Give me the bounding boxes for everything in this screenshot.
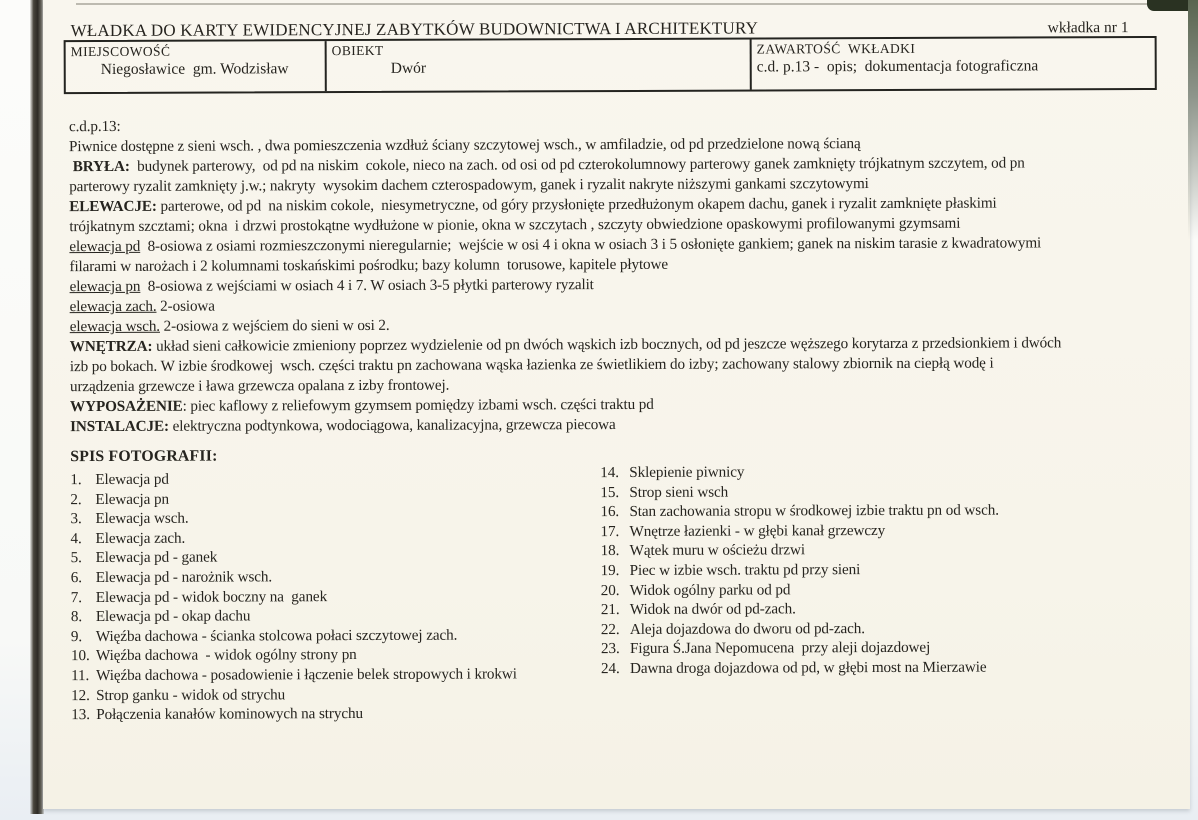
photo-item-label: Elewacja pn (95, 490, 169, 508)
body-segment: 2-osiowa z wejściem do sieni w osi 2. (159, 316, 390, 335)
body-segment: elewacja pn (69, 277, 141, 296)
photo-item-number: 16. (600, 503, 620, 521)
body-segment: : piec kaflowy z reliefowym gzymsem pomiędzy izbami wsch. części traktu pd (182, 395, 654, 415)
photo-list-item (71, 586, 517, 607)
photo-list-item (601, 540, 1000, 561)
body-segment: filarami w narożach i 2 kolumnami toskańskimi pośrodku; bazy kolumn torusowe, kapitele płytowe (69, 255, 669, 276)
body-line (70, 413, 1061, 437)
photo-list-item (71, 625, 517, 646)
photo-item-label: Elewacja pd - ganek (95, 548, 218, 567)
photo-list-item (600, 501, 999, 522)
photo-item-number: 3. (70, 510, 82, 528)
photo-list-item (71, 606, 517, 627)
body-segment: trójkatnym szcztami; okna i drzwi prostokątne wydłużone w pionie, okna w szczytach , szczyty obwiedzione opaskowymi profilowanymi gzymsami (69, 214, 961, 236)
photo-list-item (600, 481, 999, 502)
body-segment: WYPOSAŻENIE (69, 397, 183, 416)
photo-item-label: Elewacja pd (95, 470, 169, 489)
photo-item-label: Elewacja pd - widok boczny na ganek (95, 587, 328, 606)
photo-item-number: 13. (71, 706, 90, 724)
photo-list-item (601, 638, 1000, 659)
photo-item-label: Więźba dachowa - posadowienie i łączenie belek stropowych i krokwi (96, 665, 517, 684)
body-segment: układ sieni całkowicie zmieniony poprzez wydzielenie od pn dwóch wąskich izb bocznych, od pd jeszcze węższego korytarza z przedsionkiem i dwóch (152, 334, 1062, 355)
body-segment: elewacja wsch. (69, 317, 160, 336)
photo-item-label: Wątek muru w ościeżu drzwi (629, 541, 805, 560)
body-line (70, 353, 1061, 377)
photo-item-label: Połączenia kanałów kominowych na strychu (96, 705, 364, 724)
photo-list-item (601, 599, 1000, 620)
body-line (69, 153, 1060, 177)
photo-list-item (71, 664, 517, 685)
photo-item-label: Więźba dachowa - ścianka stolcowa połaci szczytowej zach. (95, 626, 458, 645)
header-cell-miejscowosc (66, 41, 325, 92)
body-segment: elektryczna podtynkowa, wodociągowa, kanalizacyjna, grzewcza piecowa (168, 416, 616, 435)
photo-item-number: 2. (70, 490, 82, 508)
photo-list-item (71, 566, 517, 587)
photo-item-number: 1. (70, 471, 82, 489)
cell-label: ZAWARTOŚĆ WKŁADKI (756, 40, 916, 57)
body-segment: parterowe, od pd na niskim cokole, niesymetryczne, od góry przysłonięte przedłużonym okapem dachu, ganek i ryzalit zamknięte płaskimi (156, 194, 997, 215)
photo-item-number: 7. (70, 588, 82, 606)
photo-item-label: Wnętrze łazienki - w głębi kanał grzewczy (629, 521, 886, 540)
photo-item-label: Dawna droga dojazdowa od pd, w głębi most na Mierzawie (630, 658, 987, 677)
body-segment: 2-osiowa (156, 297, 215, 315)
body-segment: elewacja pd (69, 237, 141, 256)
photo-item-number: 6. (70, 569, 82, 587)
photo-item-label: Piec w izbie wsch. traktu pd przy sieni (629, 561, 861, 579)
body-segment: urządzenia grzewcze i ława grzewcza opalana z izby frontowej. (69, 376, 450, 396)
body-segment: Piwnice dostępne z sieni wsch. , dwa pomieszczenia wzdłuż ściany szczytowej wsch., w amfiladzie, od pd przedzielone nową ścianą (68, 135, 861, 156)
photo-item-number: 22. (600, 620, 620, 638)
cell-value: c.d. p.13 - opis; dokumentacja fotograficzna (756, 57, 1039, 76)
photo-item-label: Widok ogólny parku od pd (629, 580, 791, 599)
cell-value: Niegosławice gm. Wodzisław (100, 60, 289, 78)
header-cell-obiekt (325, 40, 750, 92)
photo-item-label: Widok na dwór od pd-zach. (629, 600, 796, 619)
photo-item-number: 20. (600, 581, 620, 599)
photo-list-left-column (70, 468, 517, 724)
body-line (69, 233, 1060, 257)
body-segment: c.d.p.13: (68, 117, 121, 136)
photo-item-number: 18. (600, 542, 620, 560)
document-title: WŁADKA DO KARTY EWIDENCYJNEJ ZABYTKÓW BUDOWNICTWA I ARCHITEKTURY (70, 18, 759, 41)
photo-item-label: Aleja dojazdowa do dworu od pd-zach. (629, 619, 866, 638)
photo-item-number: 12. (71, 686, 90, 704)
photo-list-item (71, 645, 517, 666)
body-text (69, 113, 1062, 437)
photo-item-label: Elewacja wsch. (95, 509, 189, 528)
photo-list-item (600, 520, 999, 541)
photo-item-label: Strop ganku - widok od strychu (96, 685, 286, 704)
photo-item-label: Elewacja pd - okap dachu (95, 607, 251, 626)
body-segment: budynek parterowy, od pd na niskim cokole, nieco na zach. od osi od pd czterokolumnowy parterowy ganek zamknięty trójkatnym szczytem, od pn (129, 154, 1025, 175)
photo-item-label: Stan zachowania stropu w środkowej izbie traktu pn od wsch. (629, 501, 999, 521)
photo-item-number: 21. (600, 601, 620, 619)
photo-list-right-column (600, 462, 999, 679)
photo-item-number: 10. (70, 647, 90, 665)
photo-list-item (71, 684, 517, 705)
photo-list-item (601, 618, 1000, 639)
body-segment: BRYŁA: (69, 157, 130, 176)
photo-item-number: 17. (600, 522, 620, 540)
photo-item-number: 15. (600, 483, 620, 501)
photo-item-label: Strop sieni wsch (629, 483, 729, 501)
photo-item-number: 24. (601, 659, 620, 678)
header-cell-zawartosc (750, 38, 1155, 90)
photo-item-label: Elewacja zach. (95, 529, 186, 547)
photo-list-item (70, 508, 516, 529)
body-segment: elewacja zach. (69, 297, 157, 316)
photo-list-item (70, 527, 516, 548)
cell-value: Dwór (390, 59, 427, 77)
insert-number: wkładka nr 1 (1047, 19, 1129, 37)
photo-item-number: 19. (600, 561, 620, 580)
photo-item-number: 4. (70, 529, 82, 547)
header-table (64, 36, 1157, 94)
photo-list-item (71, 704, 517, 725)
body-segment: WNĘTRZA: (69, 337, 153, 356)
photo-list-item (601, 579, 1000, 600)
photo-item-label: Figura Ś.Jana Nepomucena przy aleji dojazdowej (629, 639, 931, 658)
photo-list-item (70, 488, 516, 509)
photo-list-item (601, 657, 1000, 678)
cell-label: MIEJSCOWOŚĆ (70, 43, 171, 60)
photo-list-item (70, 468, 516, 489)
photo-item-number: 11. (71, 666, 90, 685)
photo-list-heading: SPIS FOTOGRAFII: (70, 447, 218, 466)
cell-label: OBIEKT (331, 42, 384, 59)
photo-item-label: Sklepienie piwnicy (629, 463, 745, 481)
body-segment: 8-osiowa z wejściami w osiach 4 i 7. W osiach 3-5 płytki parterowy ryzalit (140, 276, 594, 295)
photo-list-item (71, 547, 517, 568)
body-segment: INSTALACJE: (70, 417, 169, 436)
photo-item-label: Więźba dachowa - widok ogólny strony pn (95, 646, 357, 665)
photo-item-label: Elewacja pd - narożnik wsch. (95, 568, 273, 586)
photo-list-item (601, 560, 1000, 581)
body-segment: 8-osiowa z osiami rozmieszczonymi nieregularnie; wejście w osi 4 i okna w osiach 3 i 5 osłonięte gankiem; ganek na niskim tarasie z kwadratowymi (140, 234, 1042, 255)
photo-list-item (600, 462, 999, 483)
photo-item-number: 14. (600, 464, 620, 482)
body-segment: ELEWACJE: (69, 197, 157, 216)
photo-item-number: 9. (70, 627, 83, 645)
body-segment: izb po bokach. W izbie środkowej wsch. części traktu pn zachowana wąska łazienka ze świetlikiem do izby; zachowany stalowy zbiornik na ciepłą wodę i (69, 354, 994, 376)
photo-item-number: 5. (70, 549, 82, 567)
photo-item-number: 23. (600, 640, 620, 658)
body-segment: parterowy ryzalit zamknięty j.w.; nakryty wysokim dachem czterospadowym, ganek i ryzalit nakryte niższymi gankami szczytowymi (69, 175, 869, 196)
photo-item-number: 8. (70, 608, 83, 626)
